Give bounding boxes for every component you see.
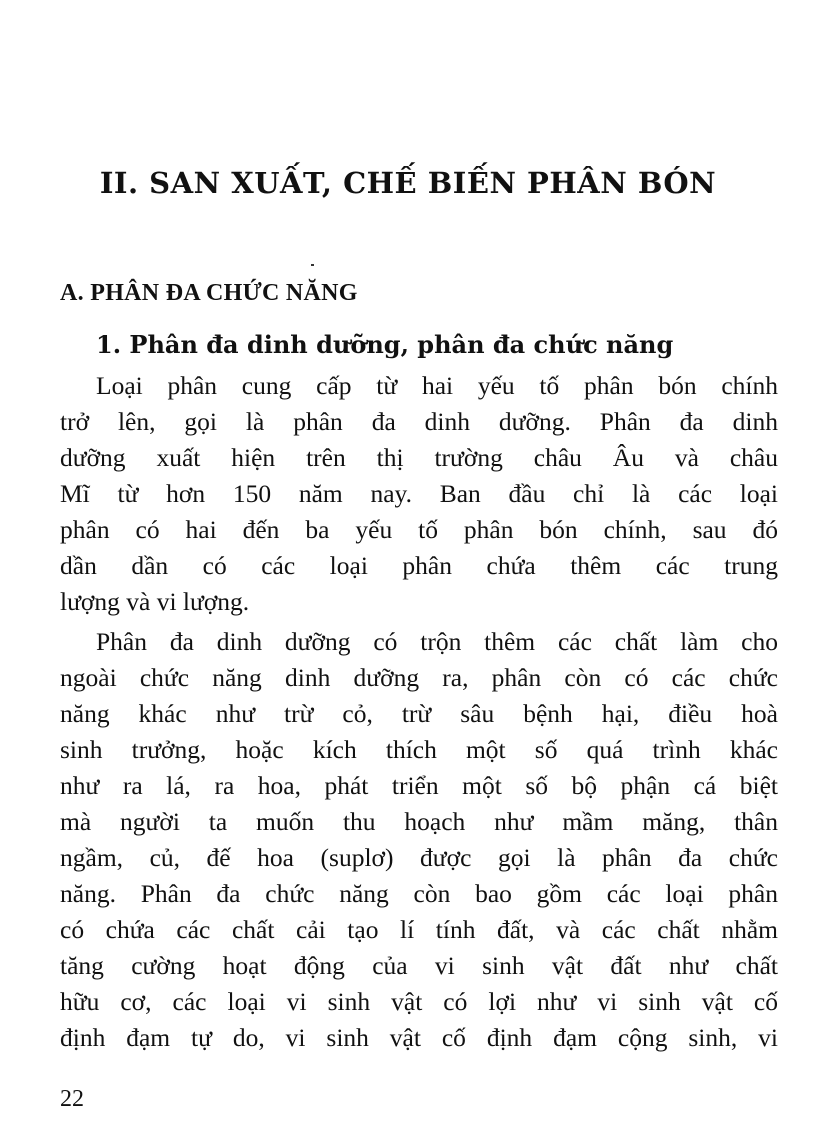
paragraph-line: như ra lá, ra hoa, phát triển một số bộ phận cá biệt (60, 771, 778, 800)
section-heading: A. PHÂN ĐA CHỨC NĂNG (60, 280, 358, 306)
paragraph-line: dưỡng xuất hiện trên thị trường châu Âu và châu (60, 443, 778, 472)
paragraph-line: tăng cường hoạt động của vi sinh vật đất như chất (60, 951, 778, 980)
paragraph-line: dần dần có các loại phân chứa thêm các trung (60, 551, 778, 580)
paragraph-line: lượng và vi lượng. (60, 587, 250, 616)
paragraph-line: Mĩ từ hơn 150 năm nay. Ban đầu chỉ là các loại (60, 479, 778, 508)
stray-ink-mark (311, 264, 314, 266)
paragraph-1 (60, 368, 778, 620)
paragraph-2 (60, 624, 778, 1056)
paragraph-line: Loại phân cung cấp từ hai yếu tố phân bón chính (96, 371, 778, 400)
page-number: 22 (60, 1086, 84, 1112)
paragraph-line: trở lên, gọi là phân đa dinh dưỡng. Phân đa dinh (60, 407, 778, 436)
subsection-heading: 1. Phân đa dinh dưỡng, phân đa chức năng (96, 330, 674, 359)
paragraph-line: sinh trưởng, hoặc kích thích một số quá trình khác (60, 735, 778, 764)
paragraph-line: Phân đa dinh dưỡng có trộn thêm các chất làm cho (96, 627, 778, 656)
paragraph-line: năng. Phân đa chức năng còn bao gồm các loại phân (60, 879, 778, 908)
paragraph-line: hữu cơ, các loại vi sinh vật có lợi như vi sinh vật cố (60, 987, 778, 1016)
chapter-title: II. SAN XUẤT, CHẾ BIẾN PHÂN BÓN (99, 166, 717, 200)
paragraph-line: ngoài chức năng dinh dưỡng ra, phân còn có các chức (60, 663, 778, 692)
paragraph-line: định đạm tự do, vi sinh vật cố định đạm cộng sinh, vi (60, 1023, 778, 1052)
paragraph-line: mà người ta muốn thu hoạch như mầm măng, thân (60, 807, 778, 836)
paragraph-line: năng khác như trừ cỏ, trừ sâu bệnh hại, điều hoà (60, 699, 778, 728)
paragraph-line: phân có hai đến ba yếu tố phân bón chính, sau đó (60, 515, 778, 544)
paragraph-line: có chứa các chất cải tạo lí tính đất, và các chất nhằm (60, 915, 778, 944)
paragraph-line: ngầm, củ, đế hoa (suplơ) được gọi là phân đa chức (60, 843, 778, 872)
